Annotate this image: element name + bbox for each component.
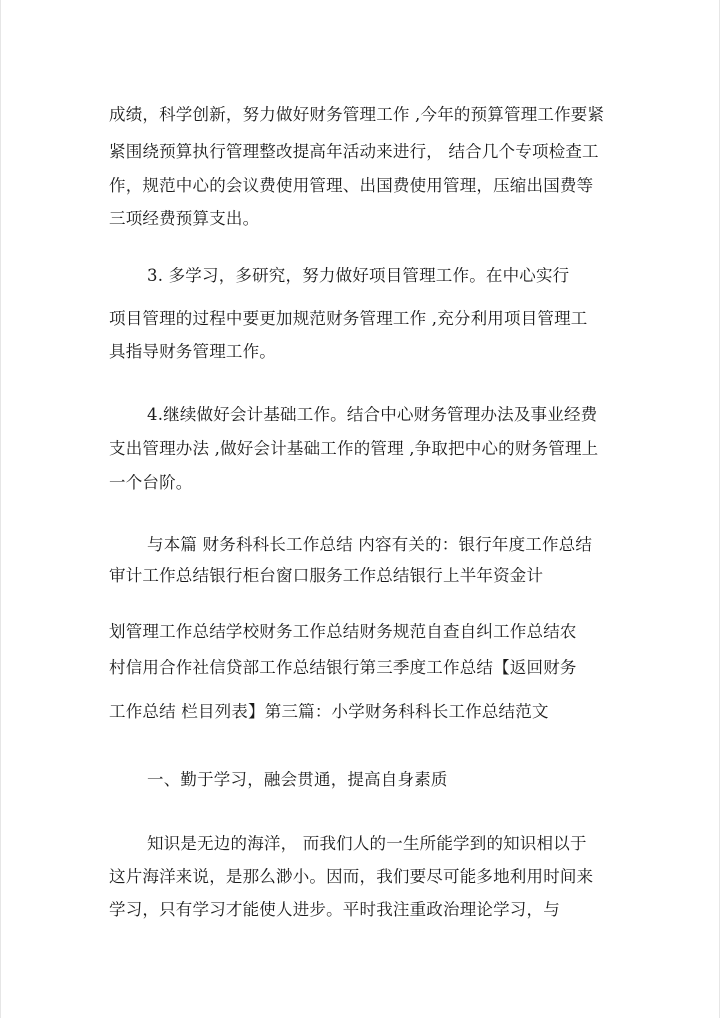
text-line: 成绩，科学创新，努力做好财务管理工作 ,今年的预算管理工作要紧 xyxy=(109,105,605,124)
text-line: 4.继续做好会计基础工作。结合中心财务管理办法及事业经费 xyxy=(147,405,598,424)
section-heading: 一、勤于学习，融会贯通，提高自身素质 xyxy=(147,770,448,789)
text-line: 知识是无边的海洋， 而我们人的一生所能学到的知识相以于 xyxy=(147,834,587,853)
text-line: 三项经费预算支出。 xyxy=(109,209,260,228)
text-line: 具指导财务管理工作。 xyxy=(109,342,276,361)
text-line: 学习，只有学习才能使人进步。平时我注重政治理论学习，与 xyxy=(109,900,560,919)
text-line: 一个台阶。 xyxy=(109,473,193,492)
text-line: 划管理工作总结学校财务工作总结财务规范自查自纠工作总结农 xyxy=(109,622,577,641)
text-line: 作，规范中心的会议费使用管理、出国费使用管理，压缩出国费等 xyxy=(109,176,594,195)
text-line: 村信用合作社信贷部工作总结银行第三季度工作总结【返回财务 xyxy=(109,658,577,677)
text-line: 项目管理的过程中要更加规范财务管理工作 ,充分利用项目管理工 xyxy=(109,309,588,328)
text-line: 与本篇 财务科科长工作总结 内容有关的：银行年度工作总结 xyxy=(147,535,593,554)
text-line: 支出管理办法 ,做好会计基础工作的管理 ,争取把中心的财务管理上 xyxy=(109,439,599,458)
text-line: 这片海洋来说，是那么渺小。因而，我们要尽可能多地利用时间来 xyxy=(109,867,594,886)
text-line: 3. 多学习，多研究，努力做好项目管理工作。在中心实行 xyxy=(147,266,570,285)
text-line: 工作总结 栏目列表】第三篇：小学财务科科长工作总结范文 xyxy=(109,702,549,721)
text-line: 审计工作总结银行柜台窗口服务工作总结银行上半年资金计 xyxy=(109,566,544,585)
text-line: 紧围绕预算执行管理整改提高年活动来进行， 结合几个专项检查工 xyxy=(109,142,599,161)
